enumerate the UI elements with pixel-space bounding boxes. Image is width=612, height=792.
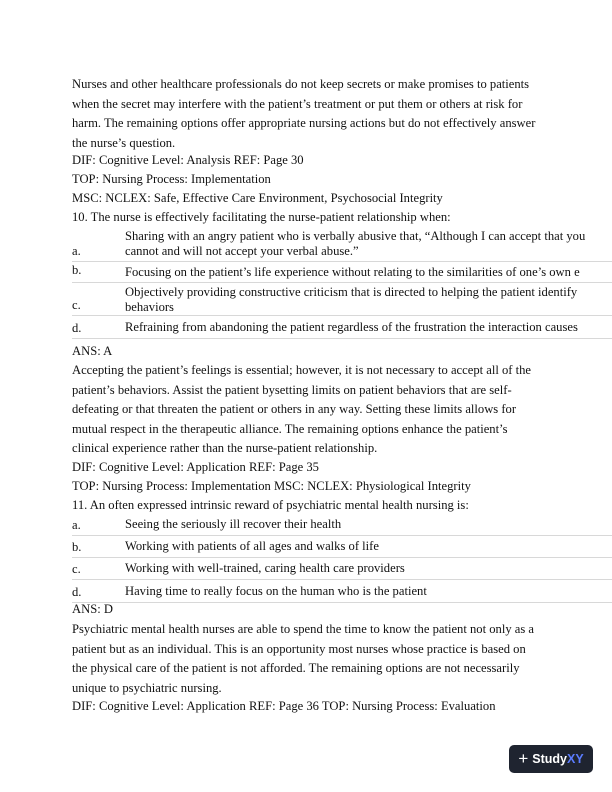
option-text-line: cannot and will not accept your verbal abuse.” [125,243,359,258]
option-b-q10[interactable] [72,262,612,283]
difficulty-line-q10: DIF: Cognitive Level: Application REF: Page 35 [72,460,319,474]
option-letter: a. [72,518,81,532]
option-d-q11[interactable] [72,580,612,603]
brand-main: Study [532,752,567,766]
option-text-line: Focusing on the patient’s life experience without relating to the similarities of one’s own e [125,265,580,279]
msc-line-q9: MSC: NCLEX: Safe, Effective Care Environment, Psychosocial Integrity [72,191,443,205]
option-letter: c. [72,562,81,576]
option-text-line: Working with well-trained, caring health care providers [125,561,405,575]
option-text-line: Having time to really focus on the human who is the patient [125,584,427,598]
topic-line-q10: TOP: Nursing Process: Implementation MSC: NCLEX: Physiological Integrity [72,479,471,493]
option-letter: d. [72,585,82,599]
answer-q10: ANS: A [72,344,113,358]
difficulty-line-q11: DIF: Cognitive Level: Application REF: Page 36 TOP: Nursing Process: Evaluation [72,699,496,713]
option-a-q11[interactable] [72,514,612,536]
plus-icon: + [518,749,529,768]
rationale-paragraph-q10: Accepting the patient’s feelings is essential; however, it is not necessary to accept all of the patient’s behaviors. Assist the patient bysetting limits on patient behaviors that are self-defeating or that threaten the patient or others in any way. Setting these limits allows for mutual respect in the therapeutic alliance. The remaining options enhance the patient’s clinical experience rather than the nurse-patient relationship. [72,363,532,456]
studyxy-badge[interactable] [509,745,593,773]
option-a-q10[interactable] [72,229,612,262]
option-c-q10[interactable] [72,283,612,316]
option-text-line: Sharing with an angry patient who is verbally abusive that, “Although I can accept that you [125,229,586,243]
option-letter: c. [72,298,81,312]
question-stem-q11: 11. An often expressed intrinsic reward of psychiatric mental health nursing is: [72,498,469,512]
option-text-line: Objectively providing constructive criticism that is directed to helping the patient identify [125,285,578,299]
question-stem-q10: 10. The nurse is effectively facilitating the nurse-patient relationship when: [72,210,451,224]
option-letter: a. [72,244,81,258]
option-b-q11[interactable] [72,536,612,558]
rationale-paragraph-q9: Nurses and other healthcare professionals do not keep secrets or make promises to patients when the secret may interfere with the patient’s treatment or put them or others at risk for harm. The remaining options offer appropriate nursing actions but do not effectively answer the nurse’s question. [72,77,536,150]
option-text-line: Working with patients of all ages and walks of life [125,539,379,553]
brand-accent: XY [566,752,584,766]
topic-line-q9: TOP: Nursing Process: Implementation [72,172,271,186]
option-text-line: Refraining from abandoning the patient regardless of the frustration the interaction causes [125,320,578,334]
option-letter: d. [72,321,82,335]
option-text-line: Seeing the seriously ill recover their health [125,517,342,531]
options-list-q10 [72,229,612,339]
rationale-paragraph-q11: Psychiatric mental health nurses are able to spend the time to know the patient not only as a patient but as an individual. This is an opportunity most nurses whose practice is based on the physical care of the patient is not afforded. The remaining options are not necessarily unique to psychiatric nursing. [72,622,534,695]
option-text-line: behaviors [125,299,174,314]
answer-q11: ANS: D [72,602,113,616]
option-c-q11[interactable] [72,558,612,580]
option-letter: b. [72,540,82,554]
options-list-q11 [72,514,612,603]
difficulty-line-q9: DIF: Cognitive Level: Analysis REF: Page 30 [72,153,304,167]
option-letter: b. [72,263,82,277]
option-d-q10[interactable] [72,316,612,339]
